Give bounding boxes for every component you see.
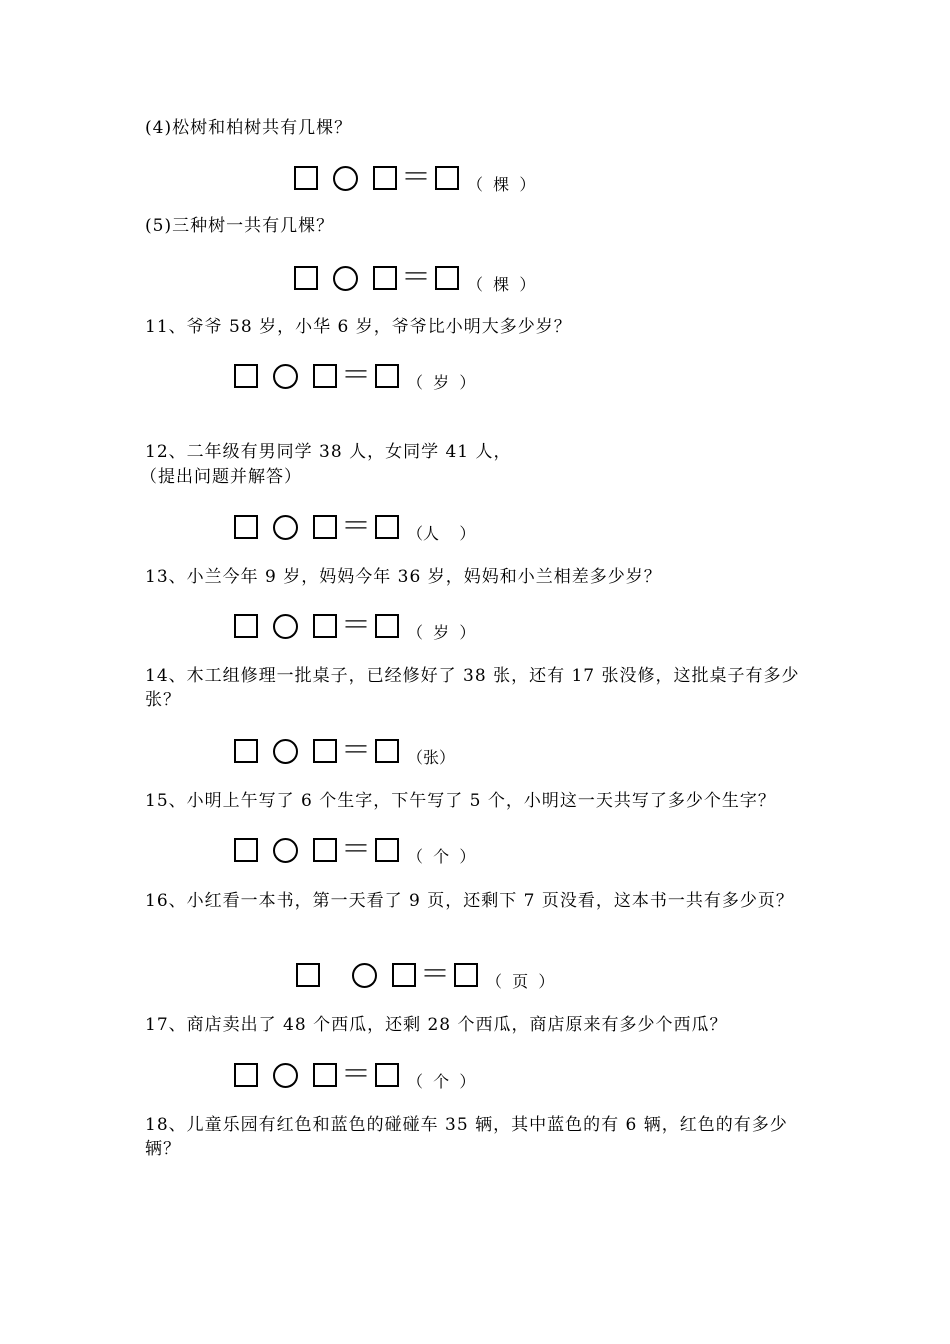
operator-circle[interactable]	[333, 266, 358, 291]
answer-box[interactable]	[234, 838, 258, 862]
equals-sign: ＝	[341, 733, 371, 768]
operator-circle[interactable]	[273, 838, 298, 863]
equals-sign: ＝	[341, 832, 371, 867]
equals-sign: ＝	[401, 160, 431, 195]
question-text: 14、木工组修理一批桌子，已经修好了 38 张，还有 17 张没修，这批桌子有多少张？	[145, 666, 800, 710]
question-instruction: （提出问题并解答）	[140, 467, 302, 487]
answer-box[interactable]	[435, 166, 459, 190]
equals-sign: ＝	[341, 608, 371, 643]
answer-box[interactable]	[375, 614, 399, 638]
equation-row	[234, 608, 476, 643]
unit-label: （ 棵 ）	[467, 174, 536, 194]
unit-label: （ 个 ）	[407, 1071, 476, 1091]
answer-box[interactable]	[234, 364, 258, 388]
answer-box[interactable]	[454, 963, 478, 987]
equation-row	[234, 832, 476, 867]
answer-box[interactable]	[313, 364, 337, 388]
equals-sign: ＝	[341, 358, 371, 393]
equation-row	[234, 1057, 476, 1092]
operator-circle[interactable]	[273, 1063, 298, 1088]
question-text: 17、商店卖出了 48 个西瓜，还剩 28 个西瓜，商店原来有多少个西瓜？	[145, 1015, 728, 1035]
answer-box[interactable]	[313, 739, 337, 763]
answer-box[interactable]	[294, 166, 318, 190]
equation-row	[296, 957, 555, 992]
equation-row	[294, 160, 536, 195]
question-text: 11、爷爷 58 岁，小华 6 岁，爷爷比小明大多少岁？	[145, 317, 572, 337]
answer-box[interactable]	[375, 838, 399, 862]
question-text: (5)三种树一共有几棵？	[145, 216, 335, 236]
equation-row	[234, 509, 476, 544]
equation-row	[234, 733, 456, 768]
unit-label: （ 个 ）	[407, 846, 476, 866]
unit-label: （ 岁 ）	[407, 622, 476, 642]
answer-box[interactable]	[435, 266, 459, 290]
equation-row	[234, 358, 476, 393]
answer-box[interactable]	[234, 739, 258, 763]
answer-box[interactable]	[234, 515, 258, 539]
answer-box[interactable]	[294, 266, 318, 290]
answer-box[interactable]	[375, 364, 399, 388]
answer-box[interactable]	[375, 515, 399, 539]
equals-sign: ＝	[420, 957, 450, 992]
answer-box[interactable]	[296, 963, 320, 987]
operator-circle[interactable]	[273, 515, 298, 540]
question-text: (4)松树和柏树共有几棵？	[145, 118, 353, 138]
operator-circle[interactable]	[273, 614, 298, 639]
equals-sign: ＝	[401, 260, 431, 295]
answer-box[interactable]	[373, 166, 397, 190]
answer-box[interactable]	[375, 1063, 399, 1087]
question-text: 15、小明上午写了 6 个生字，下午写了 5 个，小明这一天共写了多少个生字？	[145, 791, 776, 811]
equation-row	[294, 260, 536, 295]
answer-box[interactable]	[375, 739, 399, 763]
unit-label: （ 岁 ）	[407, 372, 476, 392]
unit-label: （ 页 ）	[486, 971, 555, 991]
answer-box[interactable]	[392, 963, 416, 987]
operator-circle[interactable]	[352, 963, 377, 988]
unit-label: （ 棵 ）	[467, 274, 536, 294]
answer-box[interactable]	[313, 614, 337, 638]
answer-box[interactable]	[234, 1063, 258, 1087]
question-text: 18、儿童乐园有红色和蓝色的碰碰车 35 辆，其中蓝色的有 6 辆，红色的有多少辆？	[145, 1115, 788, 1159]
answer-box[interactable]	[313, 838, 337, 862]
equals-sign: ＝	[341, 509, 371, 544]
question-text: 16、小红看一本书，第一天看了 9 页，还剩下 7 页没看，这本书一共有多少页？	[145, 891, 794, 911]
unit-label: （人 ）	[407, 523, 476, 543]
operator-circle[interactable]	[333, 166, 358, 191]
answer-box[interactable]	[373, 266, 397, 290]
answer-box[interactable]	[313, 515, 337, 539]
operator-circle[interactable]	[273, 364, 298, 389]
answer-box[interactable]	[234, 614, 258, 638]
operator-circle[interactable]	[273, 739, 298, 764]
question-text: 13、小兰今年 9 岁，妈妈今年 36 岁，妈妈和小兰相差多少岁？	[145, 567, 662, 587]
equals-sign: ＝	[341, 1057, 371, 1092]
answer-box[interactable]	[313, 1063, 337, 1087]
question-text: 12、二年级有男同学 38 人，女同学 41 人，	[145, 442, 512, 462]
unit-label: （张）	[407, 747, 456, 767]
